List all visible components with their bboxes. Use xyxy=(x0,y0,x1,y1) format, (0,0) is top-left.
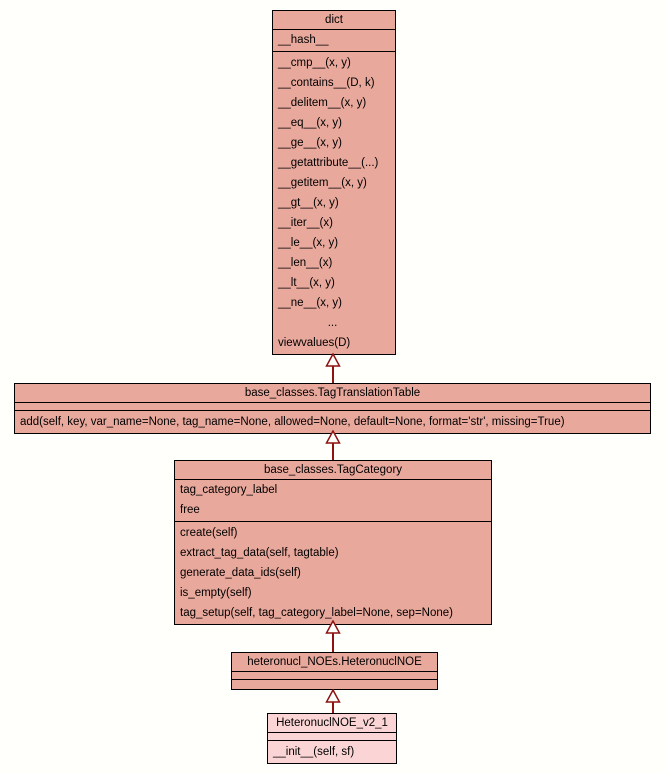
inheritance-arrow xyxy=(325,430,341,460)
methods-section xyxy=(175,522,491,624)
attributes-section xyxy=(15,403,650,411)
member-row: __eq__(x, y) xyxy=(278,117,342,129)
class-node-tag-translation-table[interactable] xyxy=(14,383,651,434)
member-row: __delitem__(x, y) xyxy=(278,97,367,109)
inheritance-arrow xyxy=(325,689,341,713)
class-node-heteronucl-noe-v2-1[interactable] xyxy=(267,713,397,764)
inheritance-arrow xyxy=(325,353,341,383)
attributes-section xyxy=(175,480,491,522)
class-node-dict[interactable] xyxy=(272,10,396,355)
member-row: tag_setup(self, tag_category_label=None, sep=None) xyxy=(180,607,453,619)
member-row: generate_data_ids(self) xyxy=(180,567,301,579)
member-row: __iter__(x) xyxy=(278,217,333,229)
methods-section xyxy=(232,680,437,689)
member-row: viewvalues(D) xyxy=(278,337,351,349)
class-title: HeteronuclNOE_v2_1 xyxy=(268,714,396,733)
member-row: __hash__ xyxy=(278,34,329,46)
attributes-section xyxy=(273,30,395,52)
member-row: is_empty(self) xyxy=(180,587,252,599)
member-row: create(self) xyxy=(180,527,238,539)
member-row: extract_tag_data(self, tagtable) xyxy=(180,547,339,559)
member-row: __le__(x, y) xyxy=(278,237,339,249)
member-row: __contains__(D, k) xyxy=(278,77,375,89)
member-row: __cmp__(x, y) xyxy=(278,57,351,69)
member-row: __getattribute__(...) xyxy=(278,157,379,169)
inheritance-arrow xyxy=(325,620,341,652)
class-title: heteronucl_NOEs.HeteronuclNOE xyxy=(232,653,437,672)
member-row: __lt__(x, y) xyxy=(278,277,335,289)
member-row: __ge__(x, y) xyxy=(278,137,342,149)
class-node-tag-category[interactable] xyxy=(174,460,492,625)
class-node-heteronucl-noe[interactable] xyxy=(231,652,438,690)
class-title: base_classes.TagCategory xyxy=(175,461,491,480)
attributes-section xyxy=(268,733,396,741)
member-row: tag_category_label xyxy=(180,484,278,496)
member-row: __init__(self, sf) xyxy=(273,746,355,758)
member-row: __len__(x) xyxy=(278,257,333,269)
class-title: dict xyxy=(273,11,395,30)
class-title: base_classes.TagTranslationTable xyxy=(15,384,650,403)
member-row: __getitem__(x, y) xyxy=(278,177,367,189)
member-row: add(self, key, var_name=None, tag_name=None, allowed=None, default=None, format='str', missing=True) xyxy=(20,416,565,428)
member-row: __ne__(x, y) xyxy=(278,297,342,309)
member-row: __gt__(x, y) xyxy=(278,197,339,209)
member-row: ... xyxy=(327,317,338,329)
attributes-section xyxy=(232,672,437,680)
methods-section xyxy=(268,741,396,763)
methods-section xyxy=(273,52,395,354)
member-row: free xyxy=(180,504,200,516)
